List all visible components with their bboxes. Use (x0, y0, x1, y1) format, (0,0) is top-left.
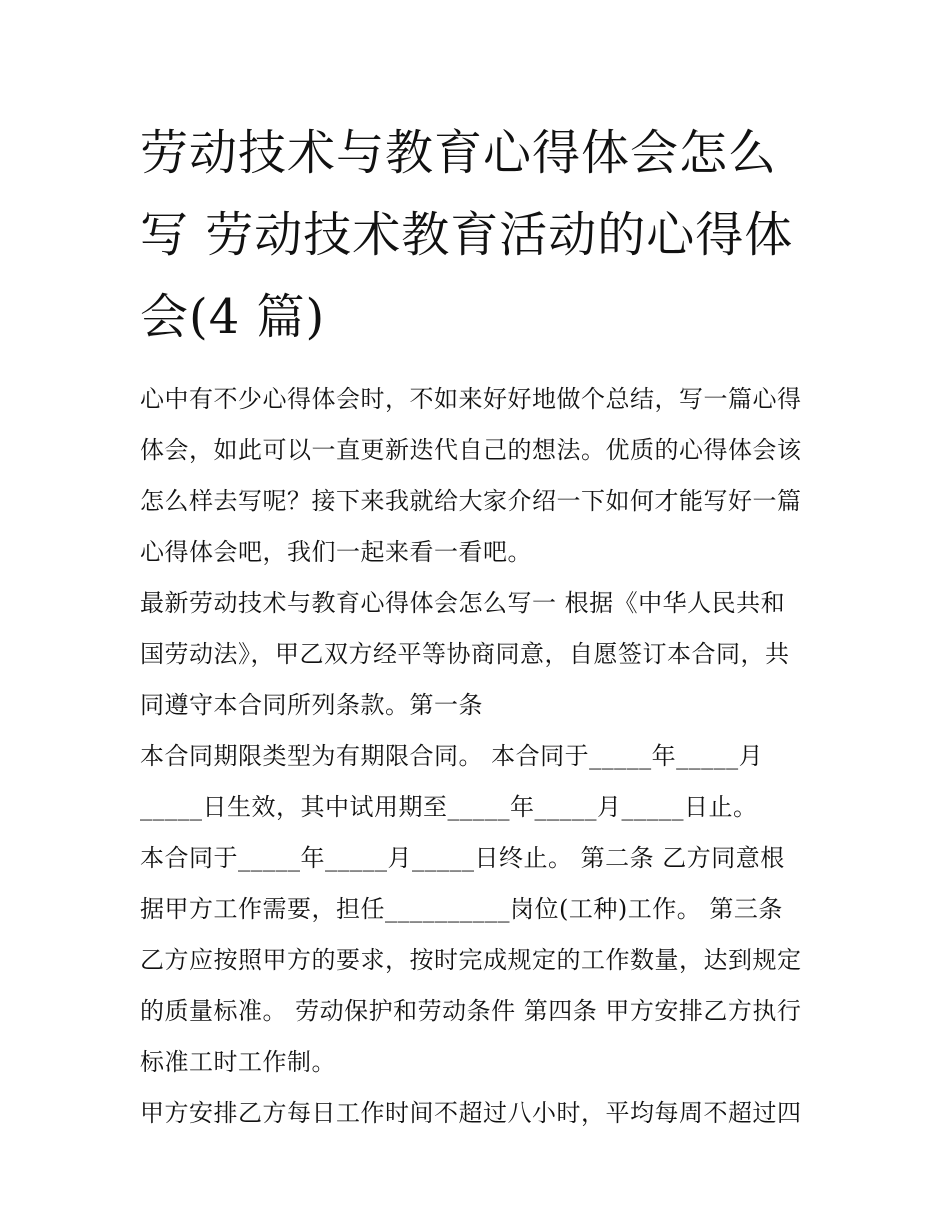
title-line-3: 会(4 篇) (140, 289, 326, 345)
body-line-9: _____日生效，其中试用期至_____年_____月_____日止。 (140, 793, 758, 821)
body-line-6: 国劳动法》，甲乙双方经平等协商同意，自愿签订本合同，共 (140, 640, 790, 668)
body-line-2: 体会，如此可以一直更新迭代自己的想法。优质的心得体会该 (140, 436, 802, 464)
body-line-4: 心得体会吧，我们一起来看一看吧。 (140, 538, 532, 566)
document-page (140, 112, 820, 1139)
body-line-7: 同遵守本合同所列条款。第一条 (140, 691, 483, 719)
body-line-3: 怎么样去写呢？接下来我就给大家介绍一下如何才能写好一篇 (140, 487, 802, 515)
body-line-15: 甲方安排乙方每日工作时间不超过八小时，平均每周不超过四 (140, 1099, 802, 1127)
body-line-10: 本合同于_____年_____月_____日终止。 第二条 乙方同意根 (140, 844, 785, 872)
body-line-11: 据甲方工作需要，担任__________岗位(工种)工作。 第三条 (140, 895, 783, 923)
body-line-8: 本合同期限类型为有期限合同。 本合同于_____年_____月 (140, 742, 764, 770)
body-line-5: 最新劳动技术与教育心得体会怎么写一 根据《中华人民共和 (140, 589, 786, 617)
body-line-1: 心中有不少心得体会时，不如来好好地做个总结，写一篇心得 (140, 385, 802, 413)
document-body (140, 374, 820, 1139)
title-line-1: 劳动技术与教育心得体会怎么 (140, 125, 778, 181)
body-line-12: 乙方应按照甲方的要求，按时完成规定的工作数量，达到规定 (140, 946, 802, 974)
title-line-2: 写 劳动技术教育活动的心得体 (140, 207, 794, 263)
document-title (140, 112, 820, 358)
body-line-13: 的质量标准。 劳动保护和劳动条件 第四条 甲方安排乙方执行 (140, 997, 802, 1025)
body-line-14: 标准工时工作制。 (140, 1048, 336, 1076)
